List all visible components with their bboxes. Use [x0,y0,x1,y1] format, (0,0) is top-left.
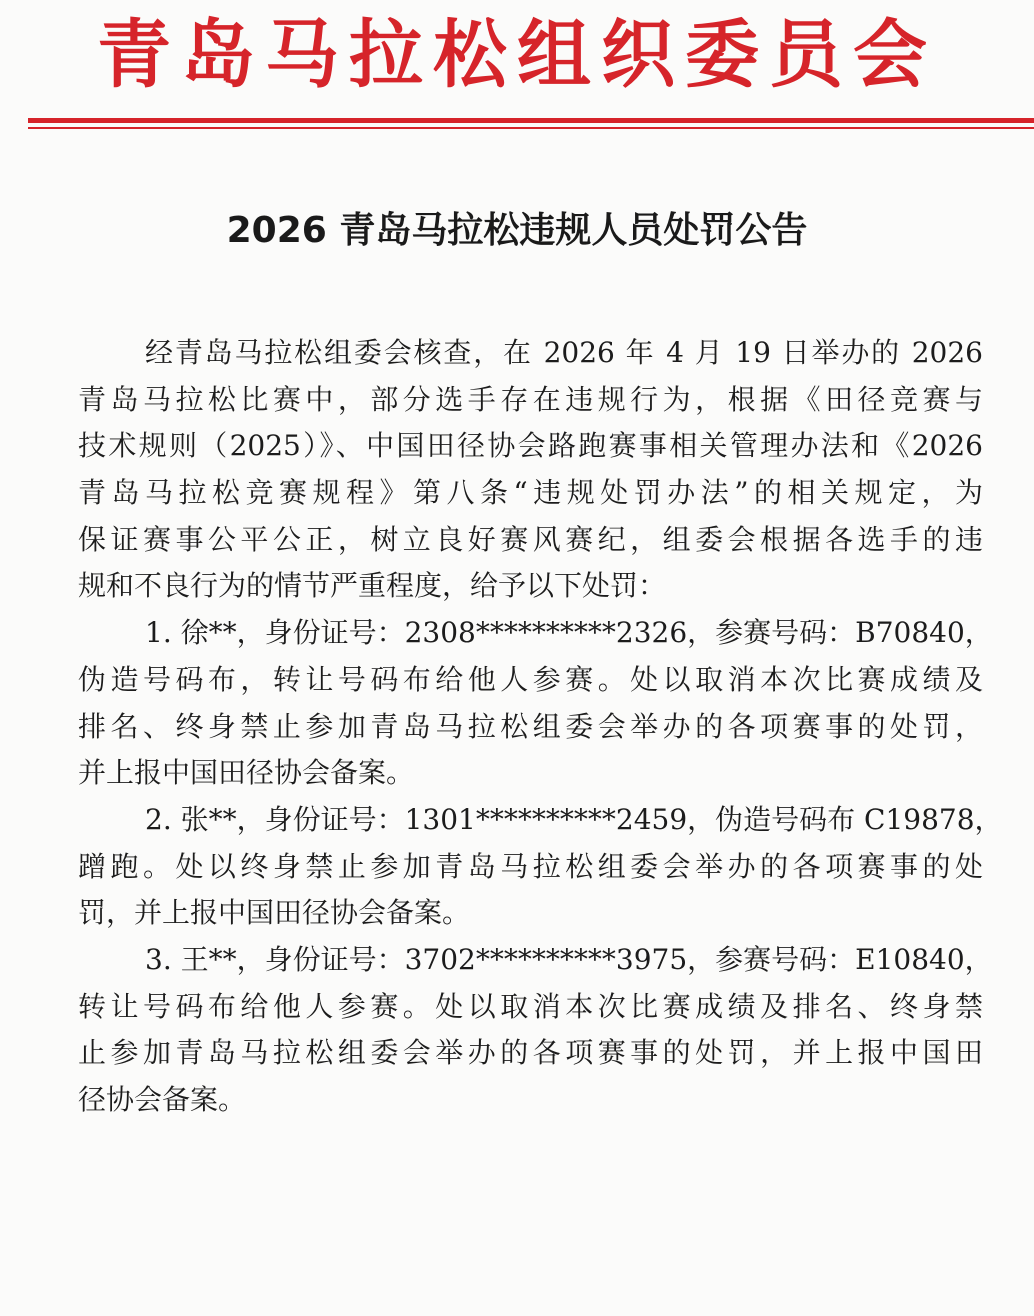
letterhead-rule-thin [28,127,1034,129]
text-line: 3. 王**，身份证号：3702**********3975，参赛号码：E10840， [145,942,993,976]
text-line: 蹭跑。处以终身禁止参加青岛马拉松组委会举办的各项赛事的处 [78,849,983,883]
document-title: 2026 青岛马拉松违规人员处罚公告 [226,210,808,251]
text-line: 1. 徐**，身份证号：2308**********2326，参赛号码：B70840， [145,616,993,650]
text-line: 2. 张**，身份证号：1301**********2459，伪造号码布 C19878， [145,802,1003,836]
document-body [78,330,1003,1124]
text-line: 并上报中国田径协会备案。 [78,756,415,790]
intro-paragraph [78,330,983,610]
text-line: 罚，并上报中国田径协会备案。 [78,896,471,930]
text-line: 径协会备案。 [78,1083,247,1116]
text-line: 青岛马拉松比赛中，部分选手存在违规行为，根据《田径竞赛与 [78,382,983,416]
text-line: 经青岛马拉松组委会核查，在 2026 年 4 月 19 日举办的 2026 [145,336,983,369]
letterhead-rule-thick [28,118,1034,123]
text-line: 保证赛事公平公正，树立良好赛风赛纪，组委会根据各选手的违 [78,522,983,556]
text-line: 技术规则（2025）》、中国田径协会路跑赛事相关管理办法和《2026 [78,429,983,463]
text-line: 转让号码布给他人参赛。处以取消本次比赛成绩及排名、终身禁 [78,989,983,1023]
text-line: 止参加青岛马拉松组委会举办的各项赛事的处罚，并上报中国田 [78,1036,983,1070]
text-line: 青岛马拉松竞赛规程》第八条“违规处罚办法”的相关规定，为 [78,476,983,510]
letterhead-organization: 青岛马拉松组织委员会 [97,12,937,98]
penalty-item-3 [78,937,993,1124]
penalty-item-2 [78,797,1003,937]
penalty-item-1 [78,610,993,797]
text-line: 伪造号码布，转让号码布给他人参赛。处以取消本次比赛成绩及 [78,662,983,696]
text-line: 排名、终身禁止参加青岛马拉松组委会举办的各项赛事的处罚， [78,709,983,743]
text-line: 规和不良行为的情节严重程度，给予以下处罚： [78,569,667,603]
